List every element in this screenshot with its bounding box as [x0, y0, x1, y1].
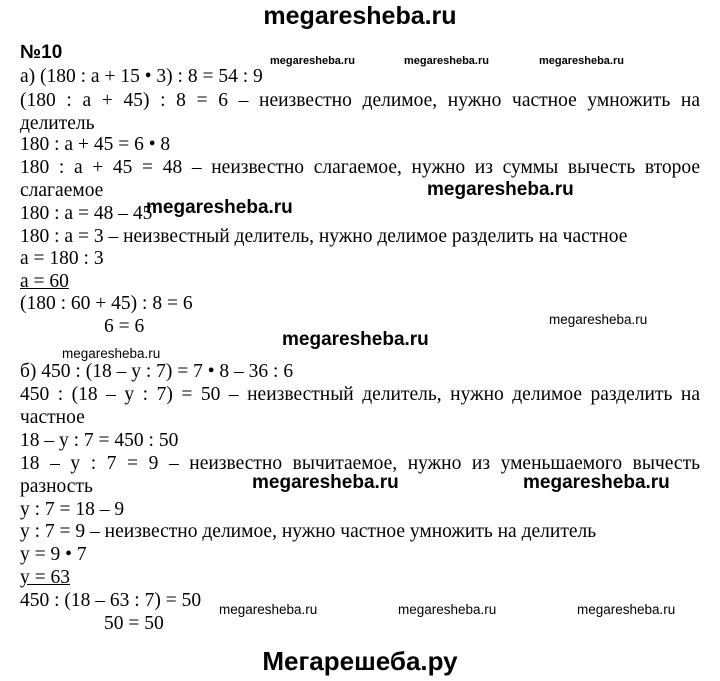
watermark: megaresheba.ru: [549, 312, 648, 327]
solution-line: разность: [20, 476, 93, 497]
answer-b: у = 63: [20, 567, 70, 588]
watermark: megaresheba.ru: [539, 55, 624, 67]
solution-line: у = 9 • 7: [20, 544, 87, 565]
solution-line: 180 : а = 3 – неизвестный делитель, нужно делимое разделить на частное: [20, 226, 628, 247]
solution-line: частное: [20, 407, 85, 428]
site-footer: Мегарешеба.ру: [262, 646, 458, 676]
solution-line: а = 180 : 3: [20, 248, 104, 269]
watermark: megaresheba.ru: [219, 602, 318, 617]
solution-line: 450 : (18 – у : 7) = 50 – неизвестный делитель, нужно делимое разделить на: [20, 384, 700, 405]
solution-line: а) (180 : а + 15 • 3) : 8 = 54 : 9: [20, 66, 263, 87]
solution-line: (180 : а + 45) : 8 = 6 – неизвестно делимое, нужно частное умножить на: [20, 90, 700, 111]
solution-line: слагаемое: [20, 180, 104, 201]
solution-line: б) 450 : (18 – у : 7) = 7 • 8 – 36 : 6: [20, 361, 294, 382]
check-line: (180 : 60 + 45) : 8 = 6: [20, 293, 193, 314]
check-line: 450 : (18 – 63 : 7) = 50: [20, 590, 202, 611]
solution-line: у : 7 = 9 – неизвестно делимое, нужно частное умножить на делитель: [20, 521, 597, 542]
watermark: megaresheba.ru: [427, 179, 574, 200]
watermark: megaresheba.ru: [398, 602, 497, 617]
answer-a: а = 60: [20, 271, 69, 292]
solution-line: 18 – у : 7 = 450 : 50: [20, 430, 179, 451]
solution-line: 180 : а + 45 = 48 – неизвестно слагаемое, нужно из суммы вычесть второе: [20, 157, 700, 178]
watermark: megaresheba.ru: [146, 197, 293, 218]
watermark: megaresheba.ru: [577, 602, 676, 617]
solution-line: у : 7 = 18 – 9: [20, 499, 125, 520]
watermark: megaresheba.ru: [252, 472, 399, 493]
check-line: 6 = 6: [104, 316, 145, 337]
site-header: megaresheba.ru: [263, 2, 457, 30]
solution-line: делитель: [20, 113, 95, 134]
watermark: megaresheba.ru: [270, 55, 355, 67]
check-line: 50 = 50: [104, 613, 164, 634]
solution-line: 180 : а + 45 = 6 • 8: [20, 134, 171, 155]
solution-line: 180 : а = 48 – 45: [20, 203, 153, 224]
watermark: megaresheba.ru: [282, 329, 429, 350]
watermark: megaresheba.ru: [62, 346, 161, 361]
solution-line: 18 – у : 7 = 9 – неизвестно вычитаемое, нужно из уменьшаемого вычесть: [20, 453, 700, 474]
watermark: megaresheba.ru: [404, 55, 489, 67]
problem-number: №10: [20, 42, 63, 63]
watermark: megaresheba.ru: [523, 472, 670, 493]
